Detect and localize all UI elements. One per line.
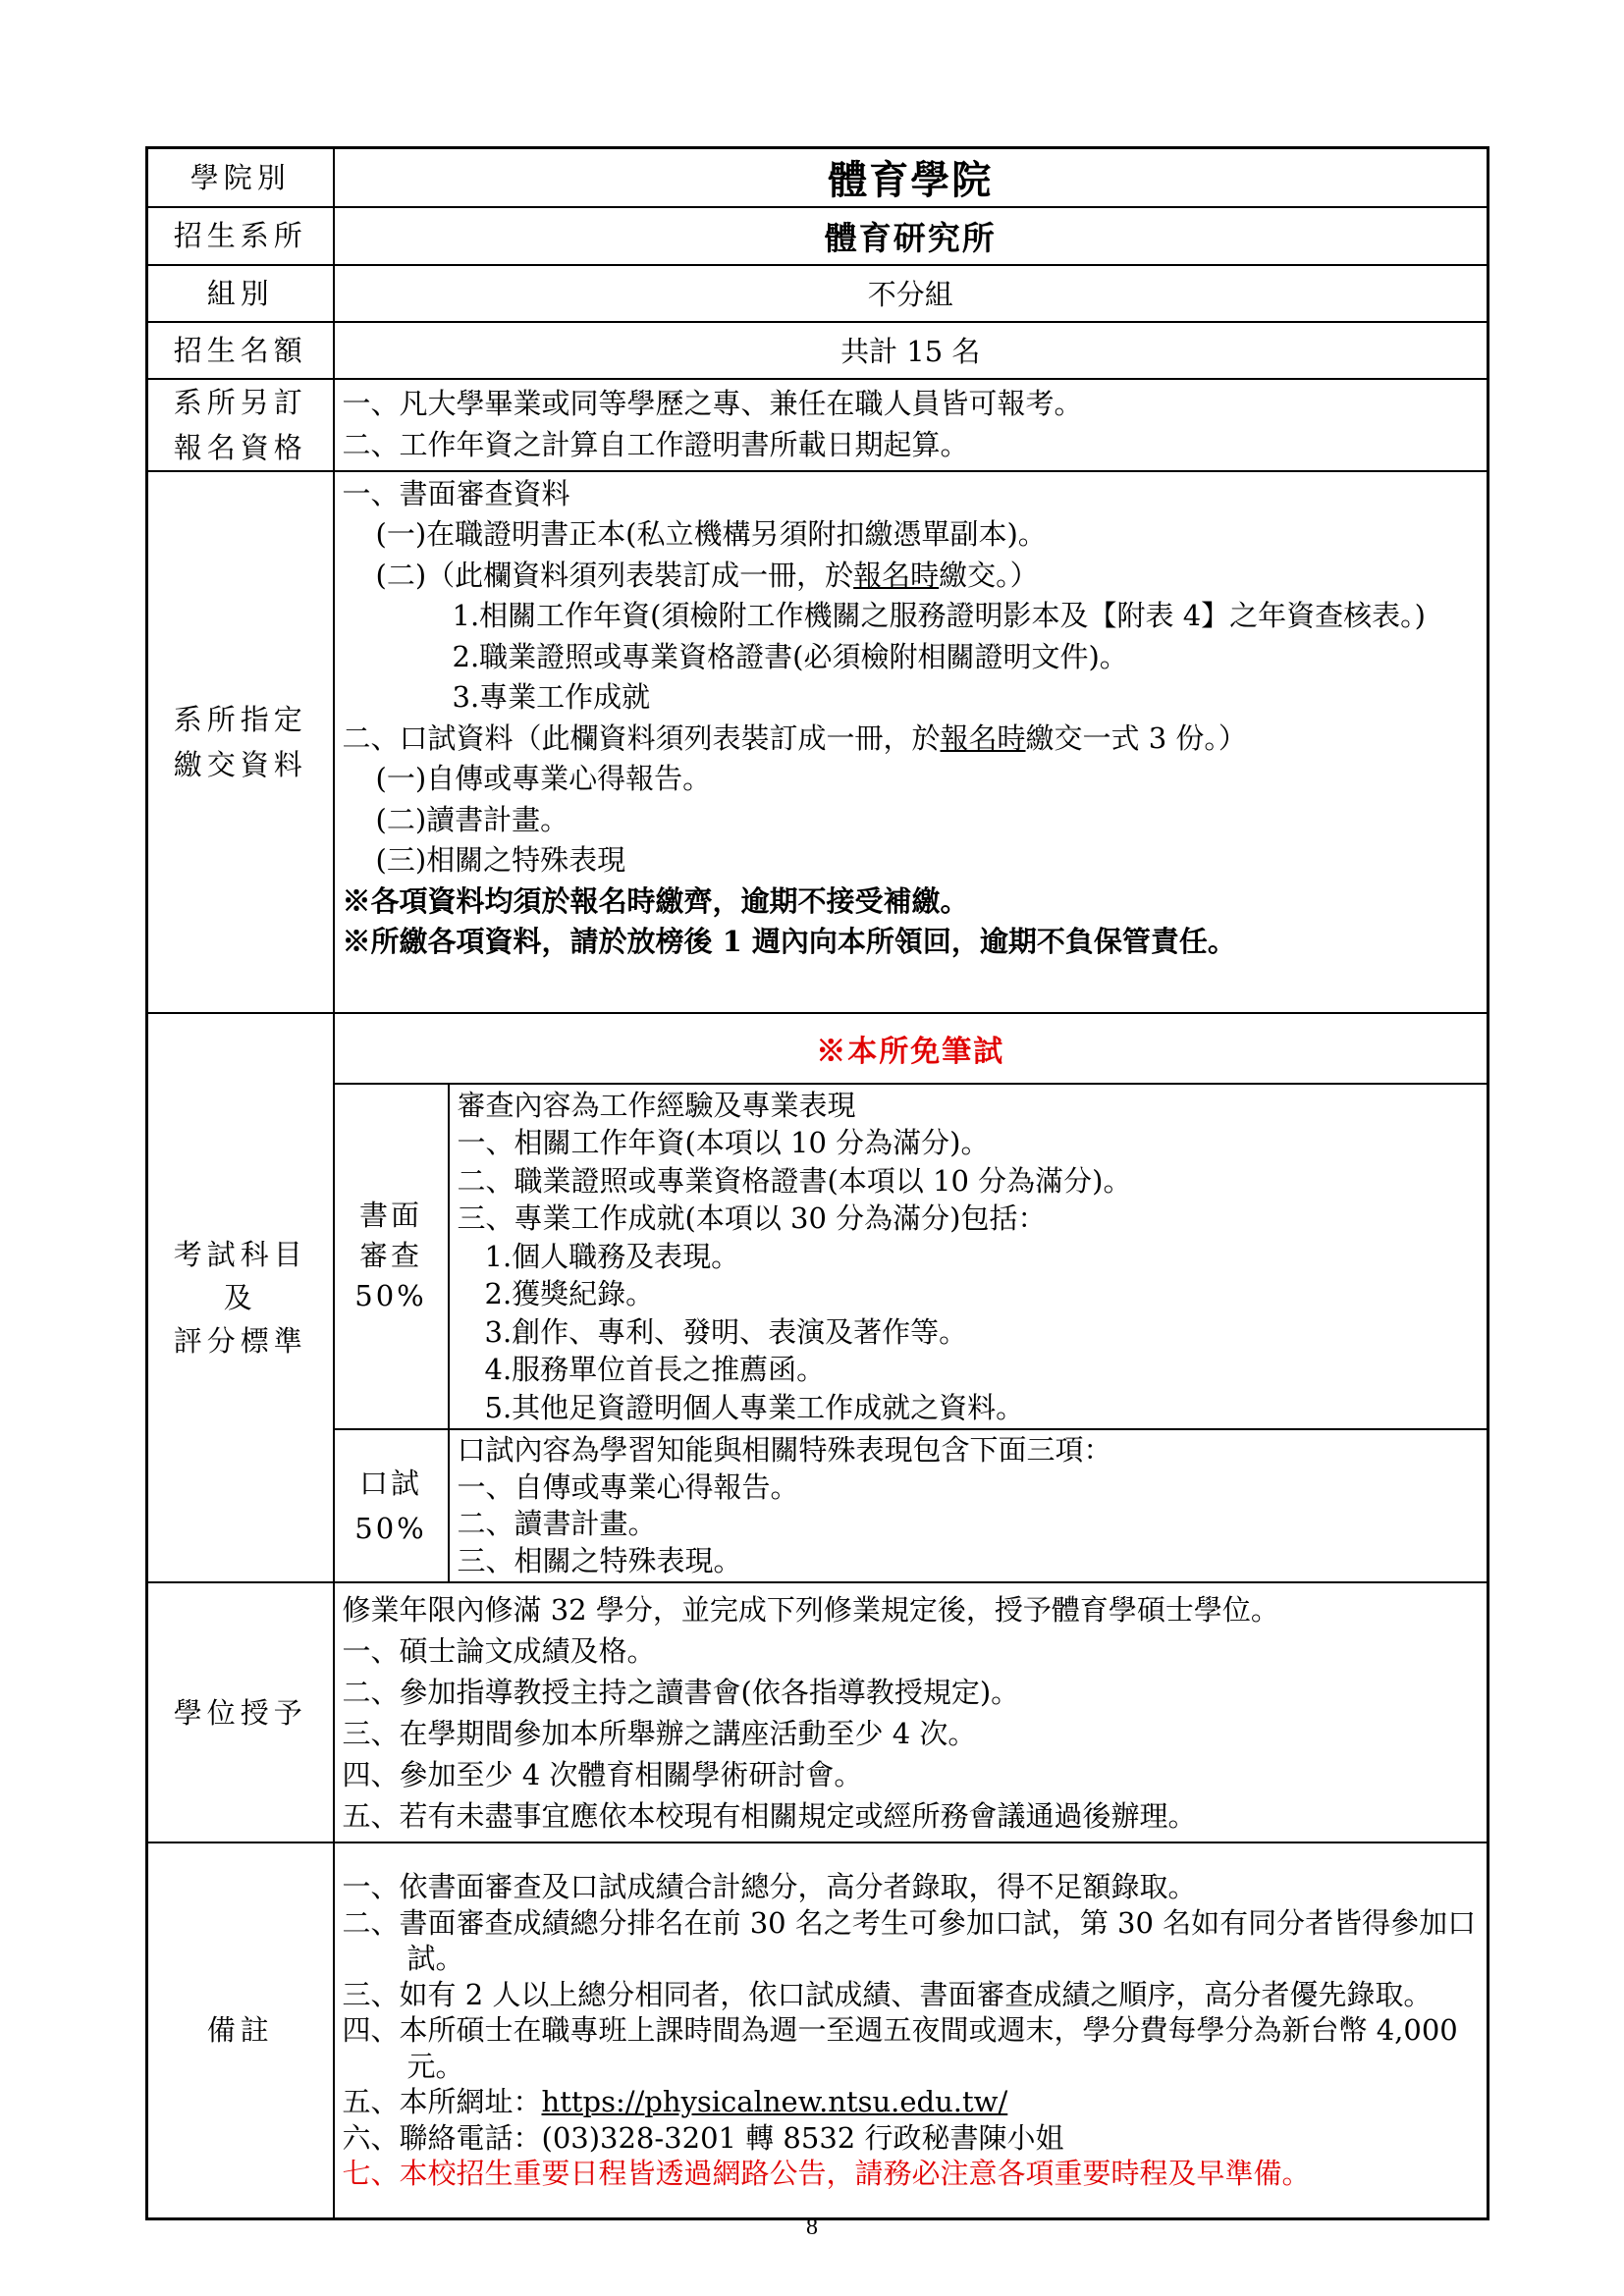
department-value: 體育研究所 — [824, 218, 997, 257]
qualification-label: 系所另訂 報名資格 — [147, 379, 334, 471]
review-content: 審查內容為工作經驗及專業表現 一、相關工作年資(本項以 10 分為滿分)。 二、職業證照或專業資格證書(本項以 10 分為滿分)。 三、專業工作成就(本項以 30 分為滿分)包括： 1.個人職務及表現。 2.獲獎紀錄。 3.創作、專利、發明、表演及著作等。 4.服務單位首長之推薦函。 5.其他足資證明個人專業工作成就之資料。 — [449, 1084, 1488, 1430]
oral-label: 口試 50% — [335, 1429, 449, 1581]
department-website-link[interactable]: https://physicalnew.ntsu.edu.tw/ — [541, 2085, 1008, 2118]
documents-label: 系所指定 繳交資料 — [147, 471, 334, 1013]
quota-value: 共計 15 名 — [840, 335, 981, 368]
no-written-exam-notice: ※本所免筆試 — [335, 1014, 1488, 1084]
department-row — [147, 207, 1489, 265]
remarks-content: 一、依書面審查及口試成績合計總分，高分者錄取，得不足額錄取。 二、書面審查成績總分排名在前 30 名之考生可參加口試，第 30 名如有同分者皆得參加口試。 三、如有 2 人以上總分相同者，依口試成績、書面審查成績之順序，高分者優先錄取。 四、本所碩士在職專班上課時間為週一至週五夜間或週末，學分費每學分為新台幣 4,000 元。 五、本所網址：https://physicalnew.ntsu.edu.tw/ 六、聯絡電話：(03)328-3201 轉 8532 行政秘書陳小姐 七、本校招生重要日程皆透過網路公告，請務必注意各項重要時程及早準備。 — [334, 1842, 1489, 2218]
department-label: 招生系所 — [147, 207, 334, 265]
review-label: 書面 審查 50% — [335, 1084, 449, 1430]
exam-row — [147, 1013, 1489, 1583]
exam-label: 考試科目 及 評分標準 — [147, 1013, 334, 1583]
page-number: 8 — [806, 2215, 818, 2240]
oral-content: 口試內容為學習知能與相關特殊表現包含下面三項： 一、自傳或專業心得報告。 二、讀書計畫。 三、相關之特殊表現。 — [449, 1429, 1488, 1581]
oral-row — [335, 1429, 1488, 1581]
college-label: 學院別 — [147, 148, 334, 207]
remarks-label: 備註 — [147, 1842, 334, 2218]
college-value: 體育學院 — [828, 157, 994, 204]
college-row — [147, 148, 1489, 207]
degree-label: 學位授予 — [147, 1582, 334, 1842]
exam-subtable — [335, 1014, 1488, 1582]
schedule-notice: 七、本校招生重要日程皆透過網路公告，請務必注意各項重要時程及早準備。 — [342, 2157, 1311, 2190]
documents-content: 一、書面審查資料 (一)在職證明書正本(私立機構另須附扣繳憑單副本)。 (二)（此欄資料須列表裝訂成一冊，於報名時繳交。） 1.相關工作年資(須檢附工作機關之服務證明影本及【附表 4】之年資查核表。) 2.職業證照或專業資格證書(必須檢附相關證明文件)。 3.專業工作成就 二、口試資料（此欄資料須列表裝訂成一冊，於報名時繳交一式 3 份。） (一)自傳或專業心得報告。 (二)讀書計畫。 (三)相關之特殊表現 ※各項資料均須於報名時繳齊，逾期不接受補繳。 ※所繳各項資料，請於放榜後 1 週內向本所領回，逾期不負保管責任。 — [334, 471, 1489, 1013]
group-value: 不分組 — [867, 278, 953, 311]
admission-table — [145, 146, 1489, 2220]
group-label: 組別 — [147, 265, 334, 322]
review-row — [335, 1084, 1488, 1430]
documents-note-1: ※各項資料均須於報名時繳齊，逾期不接受補繳。 — [342, 883, 969, 918]
group-row — [147, 265, 1489, 322]
quota-label: 招生名額 — [147, 322, 334, 379]
remarks-row — [147, 1842, 1489, 2218]
degree-row — [147, 1582, 1489, 1842]
qualification-content: 一、凡大學畢業或同等學歷之專、兼任在職人員皆可報考。 二、工作年資之計算自工作證明書所載日期起算。 — [334, 379, 1489, 471]
degree-content: 修業年限內修滿 32 學分，並完成下列修業規定後，授予體育學碩士學位。 一、碩士論文成績及格。 二、參加指導教授主持之讀書會(依各指導教授規定)。 三、在學期間參加本所舉辦之講座活動至少 4 次。 四、參加至少 4 次體育相關學術研討會。 五、若有未盡事宜應依本校現有相關規定或經所務會議通過後辦理。 — [334, 1582, 1489, 1842]
quota-row — [147, 322, 1489, 379]
qualification-row — [147, 379, 1489, 471]
documents-note-2: ※所繳各項資料，請於放榜後 1 週內向本所領回，逾期不負保管責任。 — [342, 925, 1236, 958]
documents-row — [147, 471, 1489, 1013]
